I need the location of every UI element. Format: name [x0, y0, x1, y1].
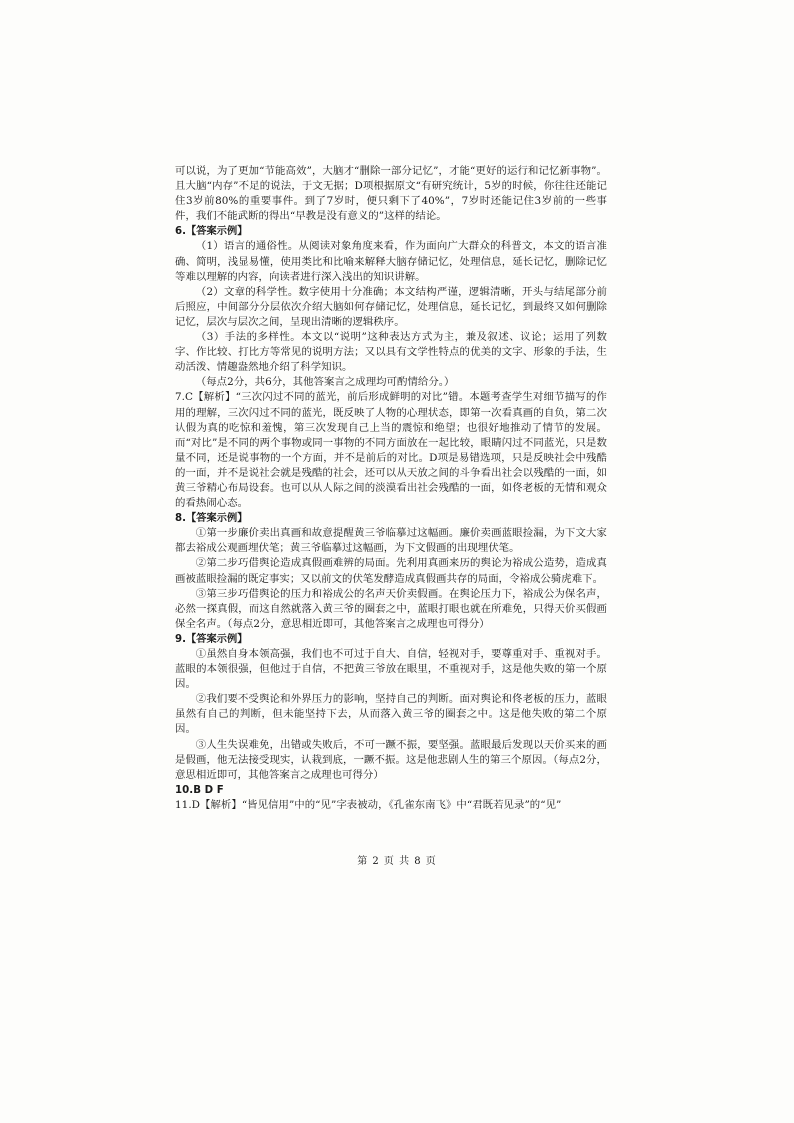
answer-8-heading: 8.【答案示例】	[175, 513, 248, 525]
answer-8-point-1: ①第一步廉价卖出真画和故意提醒黄三爷临摹过这幅画。廉价卖画蓝眼捡漏，为下文大家都去裕成公观画埋伏笔；黄三爷临摹过这幅画，为下文假画的出现埋伏笔。	[175, 527, 607, 555]
answer-9-point-1: ①虽然自身本领高强，我们也不可过于自大、自信，轻视对手，要尊重对手、重视对手。蓝眼的本领很强，但他过于自信，不把黄三爷放在眼里，不重视对手，这是他失败的第一个原因。	[175, 648, 607, 691]
page-footer: 第 2 页 共 8 页	[357, 856, 437, 867]
answer-6-heading: 6.【答案示例】	[175, 226, 248, 238]
answer-6-scoring: （每点2分，共6分，其他答案言之成理均可酌情给分。）	[195, 376, 455, 389]
answer-8-point-3: ③第三步巧借舆论的压力和裕成公的名声天价卖假画。在舆论压力下，裕成公为保名声，必然一探真假，而这自然就落入黄三爷的圈套之中，蓝眼打眼也就在所难免，只得天价买假画保全名声。（每点2分，意思相近即可，其他答案言之成理也可得分）	[175, 587, 607, 630]
answer-9-point-2: ②我们要不受舆论和外界压力的影响，坚持自己的判断。面对舆论和佟老板的压力，蓝眼虽然有自己的判断，但未能坚持下去，从而落入黄三爷的圈套之中。这是他失败的第二个原因。	[175, 693, 607, 736]
answer-7: 7.C【解析】“三次闪过不同的蓝光，前后形成鲜明的对比”错。本题考查学生对细节描写的作用的理解，三次闪过不同的蓝光，既反映了人物的心理状态，即第一次看真画的自负，第二次认假为真的吃惊和羞愧，第三次发现自己上当的震惊和绝望；也很好地推动了情节的发展。而“对比”是不同的两个事物或同一事物的不同方面放在一起比较，眼睛闪过不同蓝光，只是数量不同，还是说事物的一个方面，并不是前后的对比。D项是易错选项，只是反映社会中残酷的一面，并不是说社会就是残酷的社会，还可以从天放之间的斗争看出社会以残酷的一面，如黄三爷精心布局设套。也可以从人际之间的淡漠看出社会残酷的一面，如佟老板的无情和观众的看热闹心态。	[175, 391, 607, 510]
paragraph-intro: 可以说，为了更加“节能高效”，大脑才“删除一部分记忆”，才能“更好的运行和记忆新事物”。且大脑“内存”不足的说法，于文无据；D项根据原文“有研究统计，5岁的时候，你往往还能记住3岁前80%的重要事件。到了7岁时，便只剩下了40%”，7岁时还能记住3岁前的一些事件，我们不能武断的得出“早教是没有意义的”这样的结论。	[175, 165, 607, 223]
answer-11: 11.D【解析】“皆见信用”中的“见”字表被动，《孔雀东南飞》中“君既若见录”的“见”	[175, 798, 562, 811]
answer-6-point-1: （1）语言的通俗性。从阅读对象角度来看，作为面向广大群众的科普文，本文的语言准确、简明，浅显易懂，使用类比和比喻来解释大脑存储记忆，处理信息，延长记忆，删除记忆等难以理解的内容，向读者进行深入浅出的知识讲解。	[175, 240, 607, 283]
answer-9-heading: 9.【答案示例】	[175, 633, 248, 645]
answer-6-point-2: （2）文章的科学性。数字使用十分准确；本文结构严谨，逻辑清晰，开头与结尾部分前后照应，中间部分分层依次介绍大脑如何存储记忆，处理信息，延长记忆，到最终又如何删除记忆，层次与层次之间，呈现出清晰的逻辑秩序。	[175, 285, 607, 328]
answer-8-point-2: ②第二步巧借舆论造成真假画难辨的局面。先利用真画来历的舆论为裕成公造势，造成真画被蓝眼捡漏的既定事实；又以前文的伏笔发酵造成真假画共存的局面，令裕成公骑虎难下。	[175, 557, 607, 585]
document-body	[175, 164, 607, 813]
answer-6-point-3: （3）手法的多样性。本文以“说明”这种表达方式为主，兼及叙述、议论；运用了列数字、作比较、打比方等常见的说明方法；又以具有文学性特点的优美的文字、形象的手法，生动活泼、情趣盎然地介绍了科学知识。	[175, 331, 607, 374]
answer-10: 10.B D F	[175, 784, 224, 796]
answer-9-point-3: ③人生失误难免，出错或失败后，不可一蹶不振，要坚强。蓝眼最后发现以天价买来的画是假画，他无法接受现实，认栽到底，一蹶不振。这是他悲剧人生的第三个原因。（每点2分，意思相近即可，其他答案言之成理也可得分）	[175, 738, 607, 781]
